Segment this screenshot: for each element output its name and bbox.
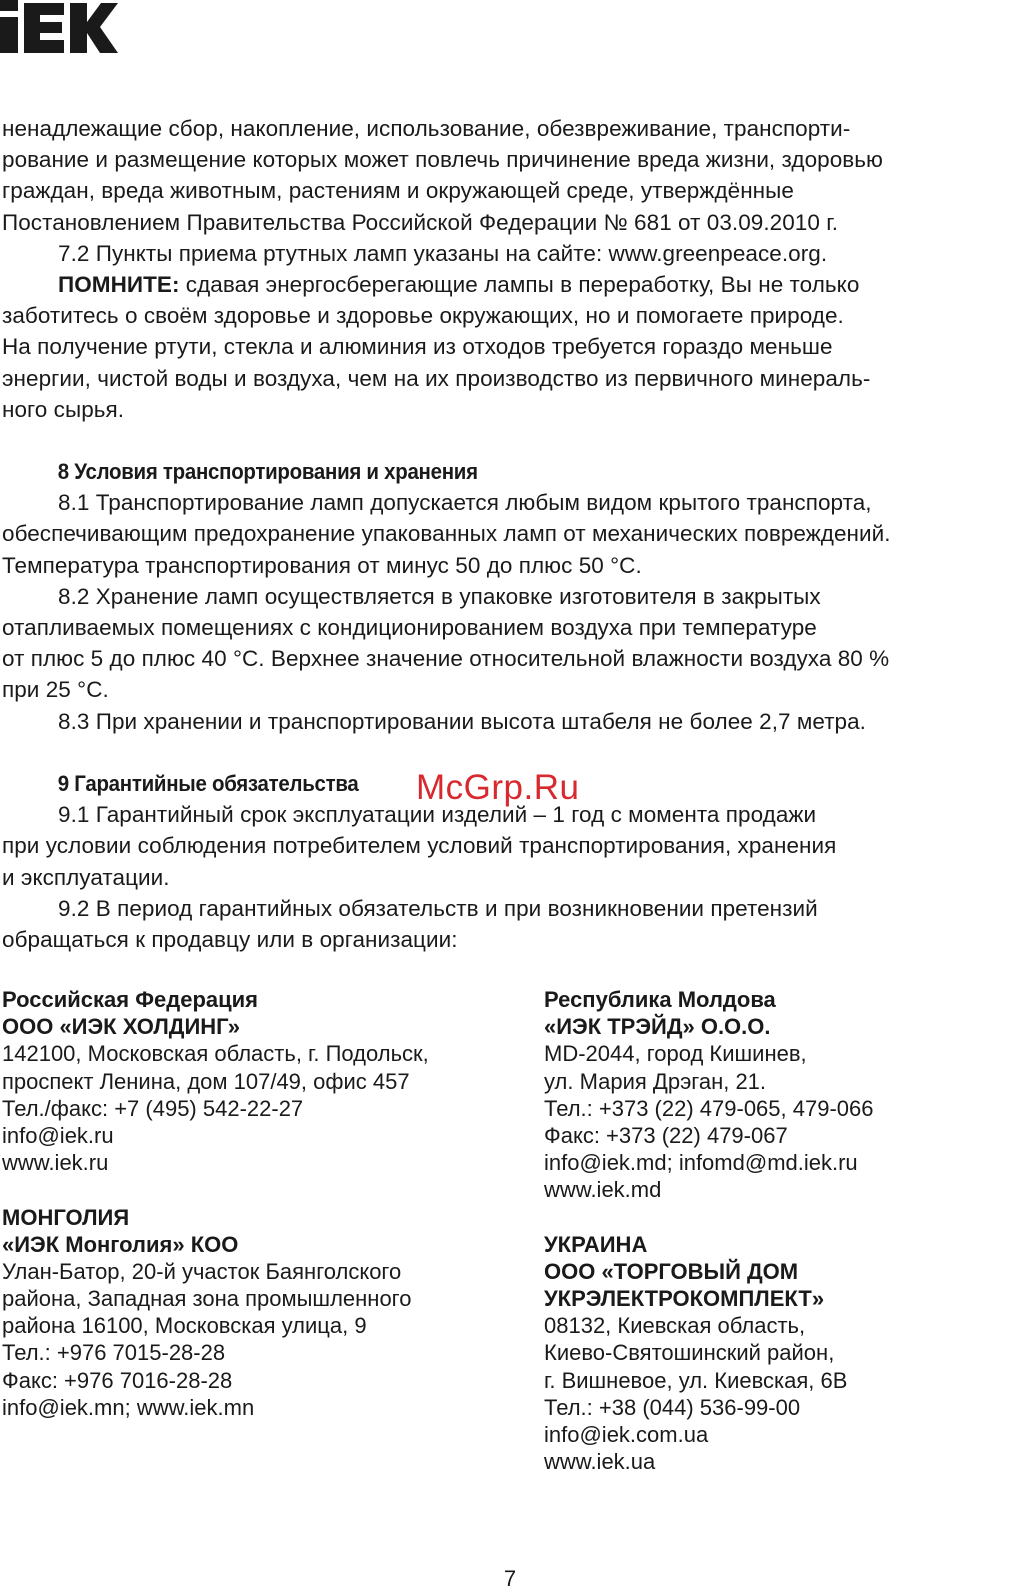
contact-email: info@iek.md; infomd@md.iek.ru — [544, 1150, 858, 1176]
contact-russia — [2, 986, 522, 1176]
sec9-p1-line: при условии соблюдения потребителем условий транспортирования, хранения — [2, 833, 837, 859]
contact-country: УКРАИНА — [544, 1231, 648, 1257]
iek-logo-mark — [0, 0, 118, 56]
contact-country: МОНГОЛИЯ — [2, 1204, 130, 1230]
sec7-p1-line: Постановлением Правительства Российской Федерации № 681 от 03.09.2010 г. — [2, 209, 839, 235]
contact-moldova — [544, 986, 1014, 1204]
contacts-left-column — [2, 986, 522, 1421]
watermark: McGrp.Ru — [416, 768, 580, 807]
sec7-remember-line: ного сырья. — [2, 396, 125, 422]
main-text — [2, 113, 1017, 955]
contact-fax: Факс: +373 (22) 479-067 — [544, 1122, 788, 1148]
contact-website: www.iek.ru — [2, 1150, 109, 1176]
contact-phone: Тел.: +976 7015-28-28 — [2, 1340, 226, 1366]
contact-email-website: info@iek.mn; www.iek.mn — [2, 1394, 255, 1420]
sec7-p1-line: рование и размещение которых может повлечь причинение вреда жизни, здоровью — [2, 147, 883, 173]
contact-company: «ИЭК Монголия» КОО — [2, 1231, 239, 1257]
sec8-p2-line: отапливаемых помещениях с кондиционированием воздуха при температуре — [2, 615, 817, 640]
sec9-p1-line: и эксплуатации. — [2, 864, 170, 890]
contact-company: ООО «ИЭК ХОЛДИНГ» — [2, 1014, 241, 1040]
contact-address: Киево-Святошинский район, — [544, 1340, 835, 1366]
contact-address: MD-2044, город Кишинев, — [544, 1041, 807, 1067]
sec8-p1-first: 8.1 Транспортирование ламп допускается любым видом крытого транспорта, — [58, 490, 872, 516]
contact-company: ООО «ТОРГОВЫЙ ДОМ — [544, 1258, 799, 1284]
contact-company: «ИЭК ТРЭЙД» О.О.О. — [544, 1014, 771, 1040]
sec7-p1-line: ненадлежащие сбор, накопление, использование, обезвреживание, транспорти- — [2, 116, 851, 141]
sec9-p2-first: 9.2 В период гарантийных обязательств и при возникновении претензий — [58, 895, 818, 921]
contact-address: проспект Ленина, дом 107/49, офис 457 — [2, 1068, 410, 1094]
contact-address: ул. Мария Дрэган, 21. — [544, 1068, 767, 1094]
sec9-p2-line: обращаться к продавцу или в организации: — [2, 926, 458, 952]
sec9-p1-first: 9.1 Гарантийный срок эксплуатации изделий – 1 год с момента продажи — [58, 802, 817, 828]
contact-company: УКРЭЛЕКТРОКОМПЛЕКТ» — [544, 1286, 825, 1312]
sec7-p2: 7.2 Пункты приема ртутных ламп указаны на сайте: www.greenpeace.org. — [58, 240, 828, 266]
contact-address: 08132, Киевская область, — [544, 1313, 806, 1339]
contact-fax: Факс: +976 7016-28-28 — [2, 1367, 233, 1393]
sec7-remember-line: заботитесь о своём здоровье и здоровье окружающих, но и помогаете природе. — [2, 303, 844, 329]
sec8-p2-line: при 25 °С. — [2, 677, 109, 703]
contact-country: Российская Федерация — [2, 987, 258, 1012]
spacer — [2, 737, 1017, 768]
contact-phone: Тел./факс: +7 (495) 542-22-27 — [2, 1095, 304, 1121]
contact-address: 142100, Московская область, г. Подольск, — [2, 1041, 429, 1067]
sec7-p1-line: граждан, вреда животным, растениям и окружающей среде, утверждённые — [2, 178, 794, 204]
spacer — [2, 1176, 522, 1203]
remember-first-text: сдавая энергосберегающие лампы в переработку, Вы не только — [179, 271, 860, 297]
contact-ukraine — [544, 1231, 1014, 1476]
contact-mongolia — [2, 1204, 522, 1422]
sec8-p1-line: обеспечивающим предохранение упакованных ламп от механических повреждений. — [2, 521, 891, 547]
contact-email: info@iek.com.ua — [544, 1422, 709, 1447]
contact-address: г. Вишневое, ул. Киевская, 6В — [544, 1367, 848, 1393]
contacts-right-column — [544, 986, 1014, 1475]
contact-website: www.iek.md — [544, 1177, 662, 1203]
sec8-p3: 8.3 При хранении и транспортировании высота штабеля не более 2,7 метра. — [58, 708, 866, 734]
contact-phone: Тел.: +373 (22) 479-065, 479-066 — [544, 1095, 874, 1121]
iek-logo — [0, 0, 118, 56]
sec7-remember-first — [2, 269, 1017, 300]
contact-website: www.iek.ua — [544, 1449, 656, 1475]
contact-phone: Тел.: +38 (044) 536-99-00 — [544, 1394, 801, 1420]
contact-email: info@iek.ru — [2, 1122, 114, 1148]
contact-address: Улан-Батор, 20-й участок Баянголского — [2, 1258, 402, 1284]
contact-country: Республика Молдова — [544, 987, 776, 1012]
remember-label: ПОМНИТЕ: — [58, 271, 180, 297]
contact-address: района 16100, Московская улица, 9 — [2, 1313, 367, 1339]
section-8-heading: 8 Условия транспортирования и хранения — [57, 459, 478, 485]
sec8-p1-line: Температура транспортирования от минус 50 до плюс 50 °С. — [2, 552, 642, 578]
contact-address: района, Западная зона промышленного — [2, 1286, 412, 1312]
spacer — [544, 1204, 1014, 1231]
sec7-remember-line: энергии, чистой воды и воздуха, чем на их производство из первичного минераль- — [2, 365, 871, 391]
spacer — [2, 425, 1017, 456]
sec8-p2-line: от плюс 5 до плюс 40 °С. Верхнее значение относительной влажности воздуха 80 % — [2, 646, 890, 672]
page-number: 7 — [503, 1566, 517, 1591]
sec8-p2-first: 8.2 Хранение ламп осуществляется в упаковке изготовителя в закрытых — [58, 583, 821, 609]
sec7-remember-line: На получение ртути, стекла и алюминия из отходов требуется гораздо меньше — [2, 334, 833, 360]
section-9-heading: 9 Гарантийные обязательства — [57, 770, 359, 796]
